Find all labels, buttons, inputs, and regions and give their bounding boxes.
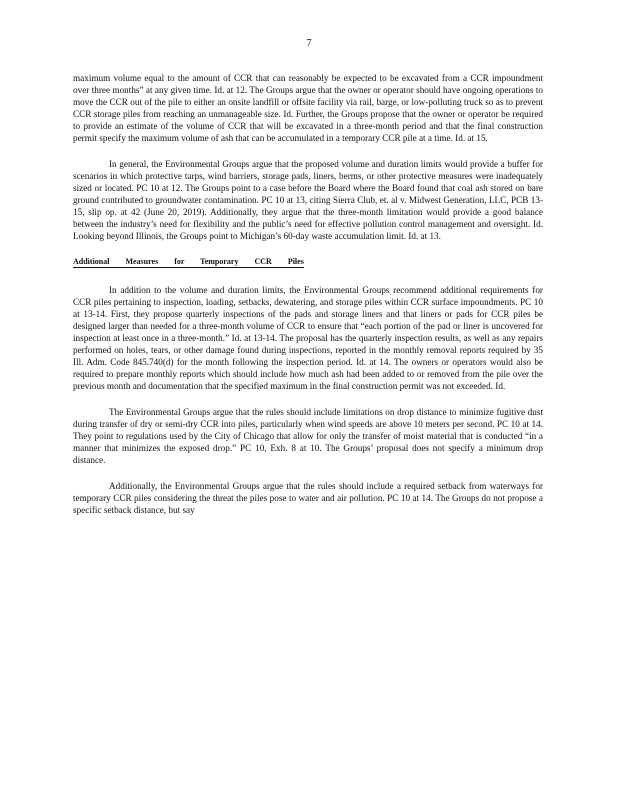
section-heading bbox=[73, 256, 543, 268]
paragraph-setback: Additionally, the Environmental Groups argue that the rules should include a required setback from waterways for temporary CCR piles considering the threat the piles pose to water and air pollution. PC 10 at 14. The Groups do not propose a specific setback distance, but say bbox=[73, 481, 543, 515]
paragraph-volume-limit: maximum volume equal to the amount of CCR that can reasonably be expected to be excavated from a CCR impoundment over three months” at any given time. Id. at 12. The Groups argue that the owner or operator should have ongoing operations to move the CCR out of the pile to either an onsite landfill or offsite facility via rail, barge, or low-polluting truck so as to prevent CCR storage piles from reaching an unmanageable size. Id. Further, the Groups propose that the owner or operator be required to provide an estimate of the volume of CCR that will be excavated in a three-month period and that the final construction permit specify the maximum volume of ash that can be accumulated in a temporary CCR pile at a time. Id. at 15. bbox=[73, 73, 543, 143]
paragraph-drop-distance: The Environmental Groups argue that the rules should include limitations on drop distance to minimize fugitive dust during transfer of dry or semi-dry CCR into piles, particularly when wind speeds are above 10 meters per second. PC 10 at 14. They point to regulations used by the City of Chicago that allow for only the transfer of moist material that is conducted “in a manner that minimizes the exposed drop.” PC 10, Exh. 8 at 10. The Groups’ proposal does not specify a minimum drop distance. bbox=[73, 407, 543, 465]
body-text bbox=[73, 72, 543, 530]
section-heading-text: Additional Measures for Temporary CCR Piles bbox=[73, 257, 304, 266]
paragraph-general-argument: In general, the Environmental Groups argue that the proposed volume and duration limits would provide a buffer for scenarios in which protective tarps, wind barriers, storage pads, liners, berms, or other protective measures were inadequately sized or located. PC 10 at 12. The Groups point to a case before the Board where the Board found that coal ash stored on bare ground contributed to groundwater contamination. PC 10 at 13, citing Sierra Club, et. al v. Midwest Generation, LLC, PCB 13-15, slip op. at 42 (June 20, 2019). Additionally, they argue that the three-month limitation would provide a good balance between the industry’s need for flexibility and the public’s need for effective pollution control management and oversight. Id. Looking beyond Illinois, the Groups point to Michigan’s 60-day waste accumulation limit. Id. at 13. bbox=[73, 159, 543, 241]
paragraph-additional-requirements: In addition to the volume and duration limits, the Environmental Groups recommend additional requirements for CCR piles pertaining to inspection, loading, setbacks, dewatering, and storage piles within CCR surface impoundments. PC 10 at 13-14. First, they propose quarterly inspections of the pads and storage liners and that liners or pads for CCR piles be designed larger than needed for a three-month volume of CCR to ensure that “each portion of the pad or liner is uncovered for inspection at least once in a three-month.” Id. at 13-14. The proposal has the quarterly inspection results, as well as any repairs performed on holes, tears, or other damage found during inspections, reported in the monthly removal reports required by 35 Ill. Adm. Code 845.740(d) for the month following the inspection period. Id. at 14. The owners or operators would also be required to prepare monthly reports which should include how much ash had been added to or removed from the pile over the previous month and documentation that the specified maximum in the final construction permit was not exceeded. Id. bbox=[73, 285, 543, 391]
page-number: 7 bbox=[306, 38, 312, 49]
